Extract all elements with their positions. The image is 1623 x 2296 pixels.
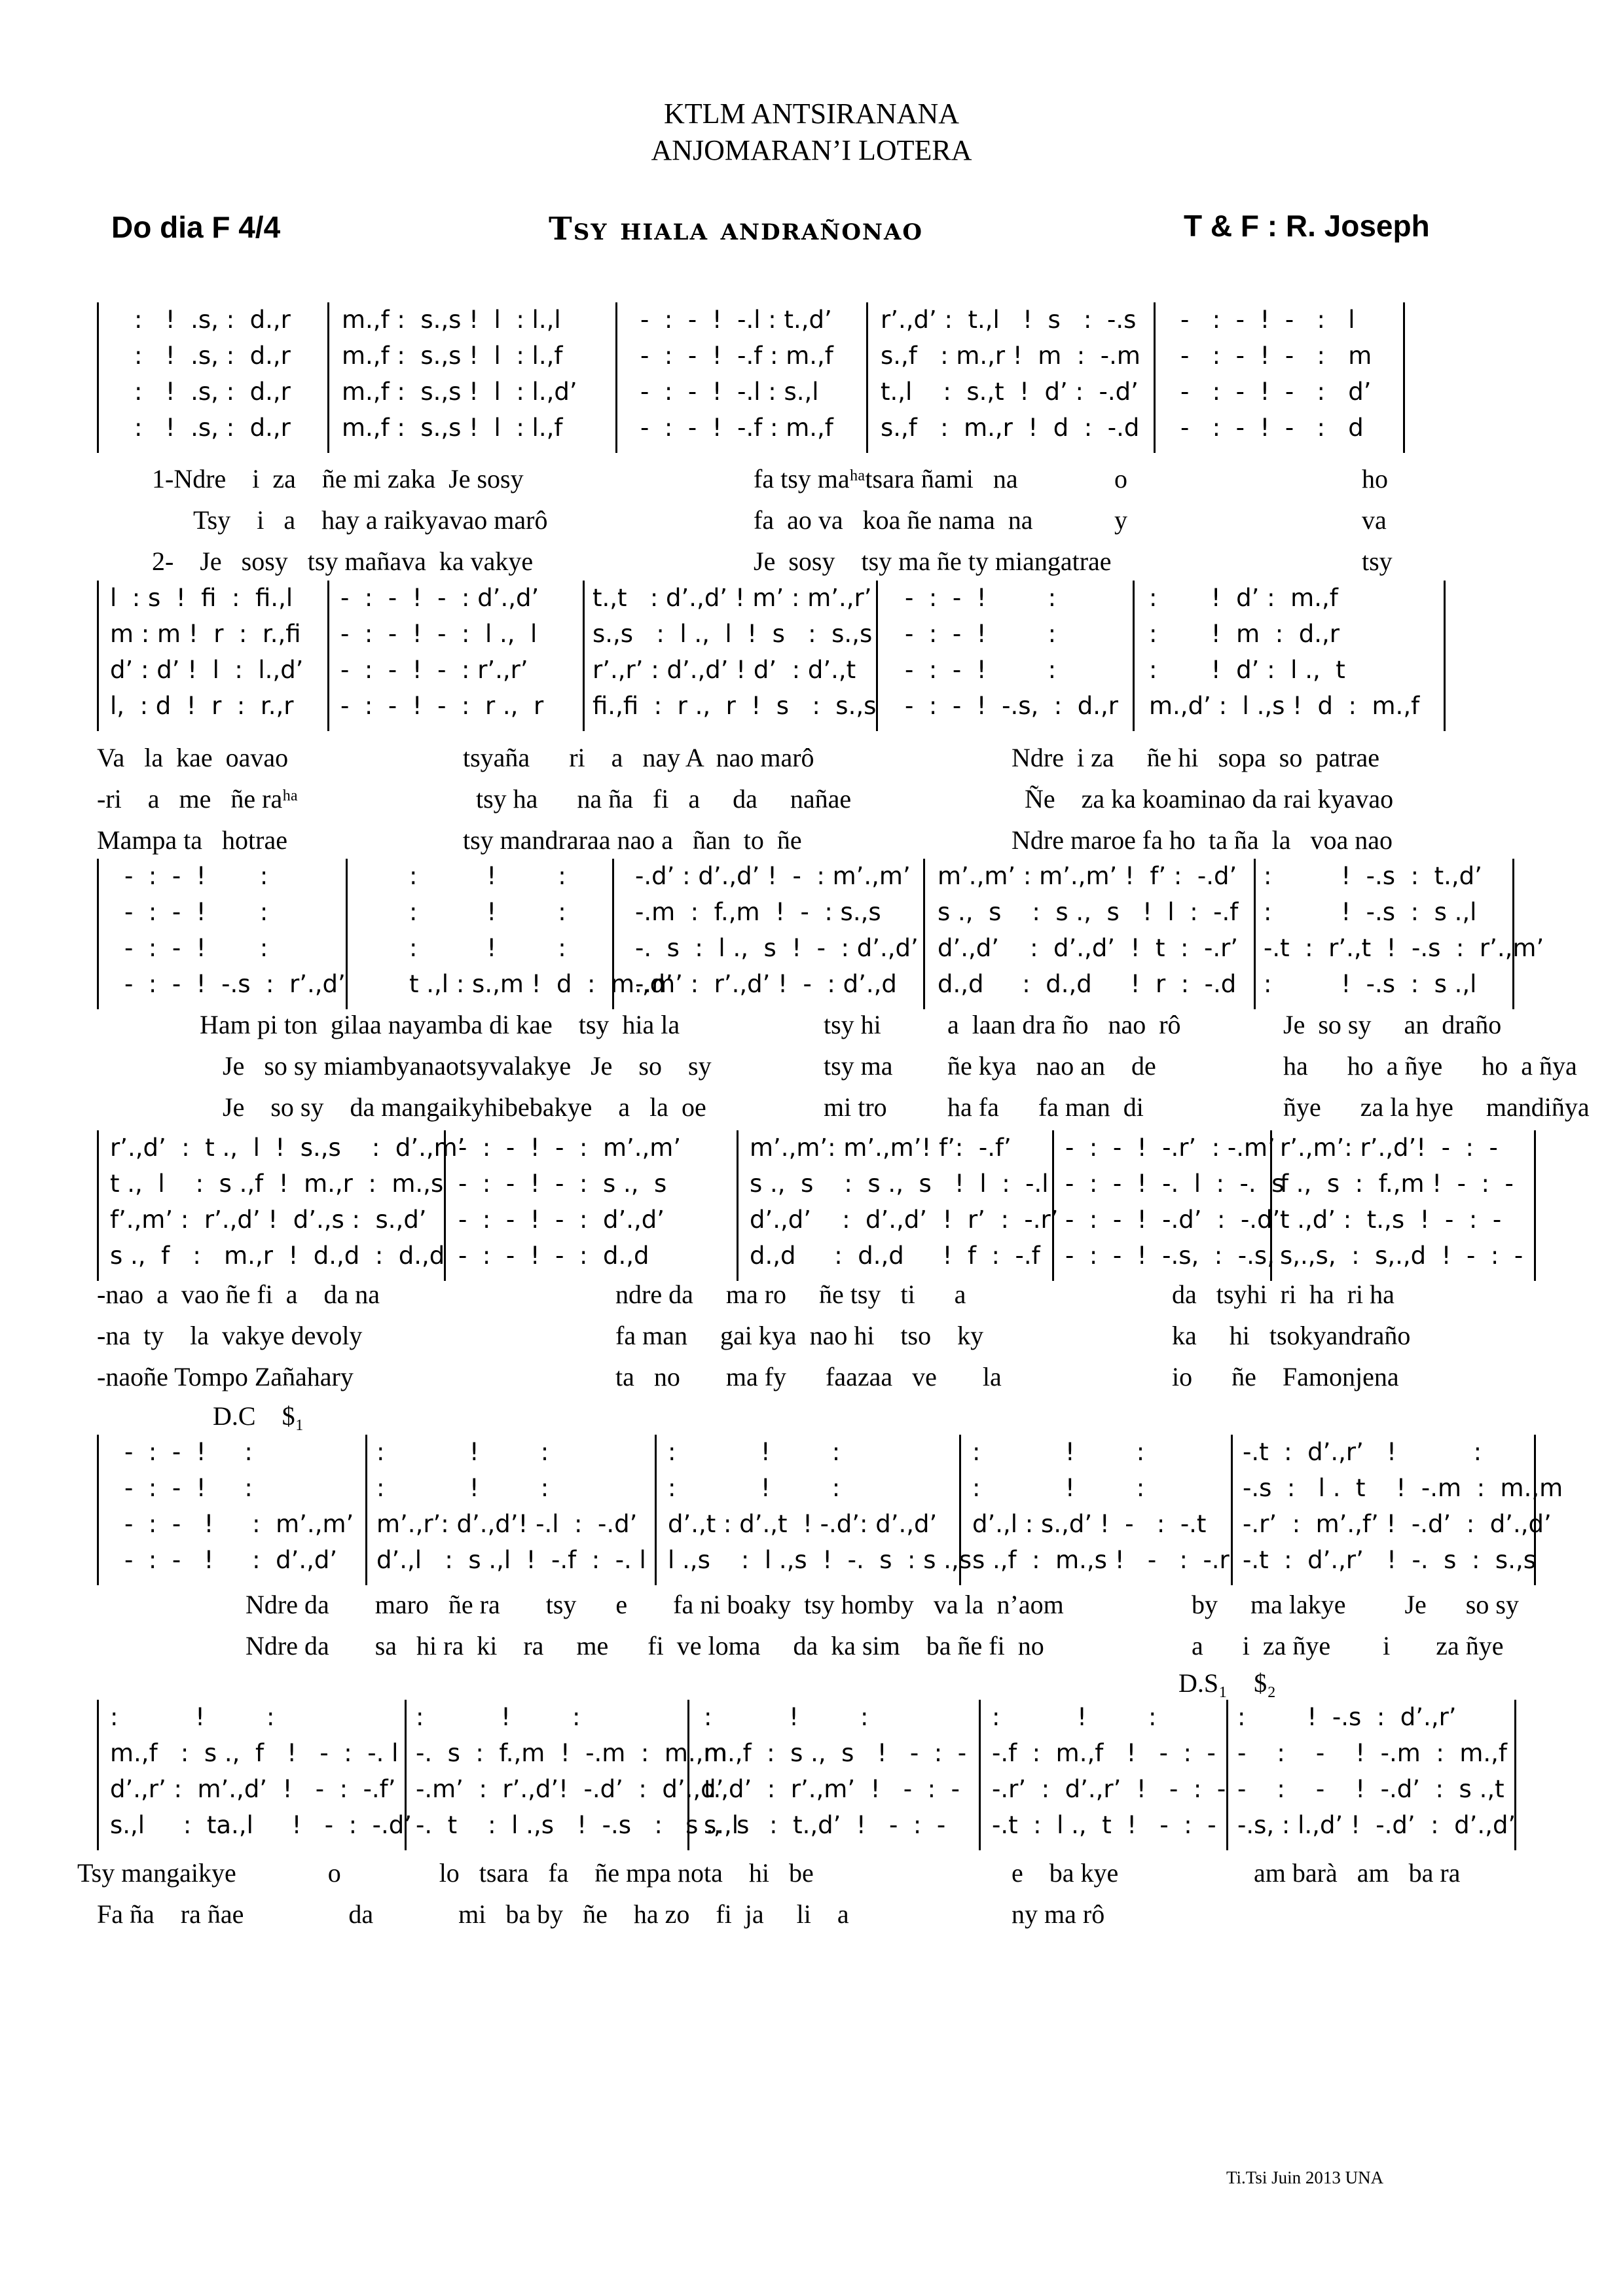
voice-4-measure-5: -.t : d’.,r’ ! -. s : s.,s [1243,1546,1537,1574]
lyric-line-1-segment-4: Je so sy an draño [1283,1010,1502,1039]
lyric-line-1-segment-3: Ndre i za ñe hi sopa so patrae [1012,743,1380,772]
bar-line [923,859,925,1009]
bar-line [365,1435,367,1585]
lyric-line-2-segment-2: ny ma rô [1012,1899,1105,1929]
bar-line [327,302,329,453]
lyric-line-1-segment-3: a laan dra ño nao rô [947,1010,1181,1039]
voice-2-measure-5: : ! m : d.,r [1149,620,1340,648]
voice-1-measure-5: : ! d’ : m.,f [1149,584,1338,612]
voice-4-measure-1: s ., f : m.,r ! d.,d : d.,d [110,1242,445,1270]
voice-1-measure-3: : ! : [704,1703,869,1731]
voice-4-measure-4: s.,f : m.,r ! d : -.d [881,414,1140,442]
voice-4-measure-4: - : - ! -.s, : -.s, [1065,1242,1275,1270]
voice-4-measure-2: - : - ! - : r ., r [340,692,544,720]
bar-line [97,581,99,731]
bar-line [979,1700,981,1850]
voice-1-measure-5: r’.,m’: r’.,d’! - : - [1280,1134,1498,1162]
voice-4-measure-5: -.s, : l.,d’ ! -.d’ : d’.,d’ [1237,1811,1516,1839]
lyric-line-2-segment-2: a i za ñye i za ñye [1192,1631,1504,1660]
bar-line [327,581,329,731]
voice-1-measure-3: : ! : [668,1438,841,1466]
lyric-line-1-segment-3: am barà am ba ra [1254,1858,1461,1888]
lyric-line-2-segment-1: Ndre da sa hi ra ki ra me fi ve loma da ka sim ba ñe fi no [246,1631,1044,1660]
voice-4-measure-1: s.,l : ta.,l ! - : -.d’ [110,1811,412,1839]
voice-2-measure-3: s ., s : s ., s ! l : -.l [750,1170,1049,1198]
voice-3-measure-4: d’.,l : s.,d’ ! - : -.t [972,1510,1207,1538]
lyric-line-3-segment-2: mi tro [824,1092,887,1122]
lyric-line-2-segment-3: ka hi tsokyandraño [1172,1321,1411,1350]
lyric-line-1-segment-1: Tsy mangaikye o lo tsara fa ñe mpa nota hi be [77,1858,814,1888]
voice-1-measure-1: : ! : [110,1703,275,1731]
bar-line [1403,302,1405,453]
navigation-mark: D.S₁ $₂ [1178,1668,1277,1698]
voice-3-measure-1: : ! .s, : d.,r [134,378,291,406]
voice-4-measure-3: s.,l : t.,d’ ! - : - [704,1811,946,1839]
voice-1-measure-5: -.t : d’.,r’ ! : [1243,1438,1482,1466]
voice-1-measure-4: m’.,m’ : m’.,m’ ! f’ : -.d’ [938,862,1237,890]
voice-2-measure-2: - : - ! - : s ., s [458,1170,667,1198]
voice-1-measure-2: : ! : [409,862,566,890]
bar-line [97,302,99,453]
bar-line [876,581,878,731]
voice-1-measure-5: - : - ! - : l [1180,306,1355,334]
voice-4-measure-1: - : - ! -.s : r’.,d’ [124,970,346,998]
footer-note: Ti.Tsi Juin 2013 UNA [1226,2168,1384,2187]
bar-line [1154,302,1156,453]
voice-1-measure-2: m.,f : s.,s ! l : l.,l [342,306,561,334]
voice-4-measure-5: : ! -.s : s .,l [1264,970,1477,998]
voice-2-measure-5: - : - ! -.m : m.,f [1237,1739,1507,1767]
voice-1-measure-2: : ! : [376,1438,549,1466]
bar-line [97,1435,99,1585]
lyric-line-3-segment-3: ha fa fa man di [947,1092,1144,1122]
voice-1-measure-1: l : s ! fi : fi.,l [110,584,293,612]
lyric-line-1-segment-2: tsyaña ri a nay A nao marô [463,743,814,772]
voice-2-measure-1: - : - ! : [124,1474,253,1502]
voice-2-measure-4: s ., s : s ., s ! l : -.f [938,898,1239,926]
voice-3-measure-4: -.r’ : d’.,r’ ! - : - [992,1775,1226,1803]
lyric-line-1-segment-1: Va la kae oavao [97,743,289,772]
bar-line [866,302,868,453]
voice-3-measure-5: - : - ! - : d’ [1180,378,1372,406]
voice-3-measure-3: d’.,d’ : d’.,d’ ! r’ : -.r’ [750,1206,1059,1234]
voice-2-measure-4: - : - ! : [905,620,1057,648]
header-line-1: KTLM ANTSIRANANA [664,98,959,130]
lyric-line-1-segment-1: -nao a vao ñe fi a da na [97,1280,380,1309]
voice-1-measure-2: - : - ! - : m’.,m’ [458,1134,682,1162]
voice-3-measure-1: - : - ! : m’.,m’ [124,1510,354,1538]
voice-3-measure-2: m’.,r’: d’.,d’! -.l : -.d’ [376,1510,638,1538]
voice-3-measure-5: -.t : r’.,t ! -.s : r’.,m’ [1264,934,1544,962]
voice-1-measure-4: : ! : [992,1703,1157,1731]
voice-4-measure-5: - : - ! - : d [1180,414,1364,442]
voice-3-measure-2: -.m’ : r’.,d’! -.d’ : d’.,d’ [416,1775,724,1803]
lyric-line-1-segment-1: Ham pi ton gilaa nayamba di kae tsy hia la [200,1010,680,1039]
voice-4-measure-4: -.t : l ., t ! - : - [992,1811,1216,1839]
voice-2-measure-1: : ! .s, : d.,r [134,342,291,370]
lyric-line-3-segment-1: Je so sy da mangaikyhibebakye a la oe [223,1092,706,1122]
bar-line [737,1130,739,1281]
voice-2-measure-1: m.,f : s ., f ! - : -. l [110,1739,399,1767]
voice-3-measure-1: d’ : d’ ! l : l.,d’ [110,656,304,684]
song-title: Tsy hiala andrañonao [549,211,924,247]
voice-2-measure-2: : ! : [409,898,566,926]
voice-2-measure-4: : ! : [972,1474,1145,1502]
lyric-line-2-segment-3: ñe kya nao an de [947,1051,1156,1081]
voice-4-measure-2: -. t : l .,s ! -.s : s ., s [416,1811,750,1839]
voice-1-measure-1: r’.,d’ : t ., l ! s.,s : d’.,m’ [110,1134,465,1162]
voice-1-measure-1: : ! .s, : d.,r [134,306,291,334]
lyric-line-2-segment-2: fa man gai kya nao hi tso ky [615,1321,984,1350]
voice-2-measure-2: : ! : [376,1474,549,1502]
lyric-line-2-segment-2: tsy ha na ña fi a da nañae [476,784,852,814]
bar-line [655,1435,657,1585]
voice-3-measure-4: t.,l : s.,t ! d’ : -.d’ [881,378,1139,406]
voice-2-measure-4: - : - ! -. l : -. s [1065,1170,1285,1198]
voice-4-measure-4: - : - ! -.s, : d.,r [905,692,1118,720]
lyric-line-2-segment-1: Tsy i a hay a raikyavao marô [193,505,548,535]
bar-line [1133,581,1135,731]
voice-1-measure-3: t.,t : d’.,d’ ! m’ : m’.,r’ [593,584,872,612]
bar-line [583,581,585,731]
bar-line [1444,581,1446,731]
voice-1-measure-5: : ! -.s : d’.,r’ [1237,1703,1457,1731]
voice-1-measure-4: : ! : [972,1438,1145,1466]
voice-3-measure-4: - : - ! : [905,656,1057,684]
lyric-line-1-segment-2: e ba kye [1012,1858,1119,1888]
lyric-line-3-segment-1: Mampa ta hotrae [97,825,287,855]
lyric-line-3-segment-2: tsy mandraraa nao a ñan to ñe [463,825,802,855]
voice-3-measure-5: t .,d’ : t.,s ! - : - [1280,1206,1502,1234]
lyric-line-2-segment-1: Fa ña ra ñae da mi ba by ñe ha zo fi ja li a [97,1899,849,1929]
voice-3-measure-2: : ! : [409,934,566,962]
navigation-mark: D.C $₁ [213,1401,304,1431]
voice-4-measure-4: d.,d : d.,d ! r : -.d [938,970,1237,998]
bar-line [1534,1130,1536,1281]
lyric-line-1-segment-3: da tsyhi ri ha ri ha [1172,1280,1395,1309]
voice-4-measure-3: fi.,fi : r ., r ! s : s.,s [593,692,877,720]
voice-4-measure-2: m.,f : s.,s ! l : l.,f [342,414,563,442]
lyric-line-2-segment-2: fa ao va koa ñe nama na [754,505,1033,535]
lyric-line-2-segment-1: -na ty la vakye devoly [97,1321,363,1350]
lyric-line-3-segment-2: Je sosy tsy ma ñe ty miangatrae [754,547,1112,576]
voice-4-measure-3: l .,s : l .,s ! -. s : s .,s [668,1546,972,1574]
bar-line [97,1700,99,1850]
lyric-line-3-segment-3: Ndre maroe fa ho ta ña la voa nao [1012,825,1393,855]
lyric-line-2-segment-3: y [1114,505,1127,535]
lyric-line-1-segment-2: fa tsy maʰᵃtsara ñami na [754,464,1018,493]
bar-line [1226,1700,1228,1850]
voice-2-measure-4: s.,f : m.,r ! m : -.m [881,342,1140,370]
voice-3-measure-5: : ! d’ : l ., t [1149,656,1345,684]
voice-4-measure-3: - : - ! -.f : m.,f [640,414,833,442]
voice-2-measure-2: m.,f : s.,s ! l : l.,f [342,342,563,370]
voice-4-measure-1: - : - ! : d’.,d’ [124,1546,338,1574]
lyric-line-3-segment-1: 2- Je sosy tsy mañava ka vakye [152,547,534,576]
voice-4-measure-2: - : - ! - : d.,d [458,1242,649,1270]
lyric-line-1-segment-1: 1-Ndre i za ñe mi zaka Je sosy [152,464,524,493]
voice-4-measure-1: l, : d ! r : r.,r [110,692,294,720]
voice-2-measure-3: -.m : f.,m ! - : s.,s [635,898,881,926]
bar-line [1254,859,1256,1009]
lyric-line-2-segment-1: Je so sy miambyanaotsyvalakye Je so sy [223,1051,712,1081]
voice-1-measure-1: - : - ! : [124,862,268,890]
voice-3-measure-5: -.r’ : m’.,f’ ! -.d’ : d’.,d’ [1243,1510,1552,1538]
voice-3-measure-1: f’.,m’ : r’.,d’ ! d’.,s : s.,d’ [110,1206,427,1234]
voice-3-measure-5: - : - ! -.d’ : s .,t [1237,1775,1504,1803]
lyric-line-3-segment-1: -naoñe Tompo Zañahary [97,1362,354,1391]
author-credit: T & F : R. Joseph [1184,209,1430,243]
voice-2-measure-1: t ., l : s .,f ! m.,r : m.,s [110,1170,444,1198]
lyric-line-2-segment-1: -ri a me ñe raʰᵃ [97,784,298,814]
lyric-line-3-segment-4: ñye za la hye mandiñya [1283,1092,1590,1122]
voice-1-measure-3: -.d’ : d’.,d’ ! - : m’.,m’ [635,862,911,890]
voice-3-measure-3: t.,d’ : r’.,m’ ! - : - [704,1775,960,1803]
voice-1-measure-4: - : - ! -.r’ : -.m’ [1065,1134,1275,1162]
voice-1-measure-4: - : - ! : [905,584,1057,612]
voice-3-measure-2: m.,f : s.,s ! l : l.,d’ [342,378,577,406]
voice-2-measure-3: : ! : [668,1474,841,1502]
voice-3-measure-4: d’.,d’ : d’.,d’ ! t : -.r’ [938,934,1239,962]
voice-1-measure-3: - : - ! -.l : t.,d’ [640,306,832,334]
voice-1-measure-4: r’.,d’ : t.,l ! s : -.s [881,306,1137,334]
voice-4-measure-5: s,.,s, : s,.,d ! - : - [1280,1242,1523,1270]
bar-line [97,859,99,1009]
voice-4-measure-2: d’.,l : s .,l ! -.f : -. l [376,1546,646,1574]
bar-line [97,1130,99,1281]
voice-3-measure-2: - : - ! - : d’.,d’ [458,1206,665,1234]
voice-4-measure-1: : ! .s, : d.,r [134,414,291,442]
voice-2-measure-1: - : - ! : [124,898,268,926]
voice-1-measure-2: - : - ! - : d’.,d’ [340,584,539,612]
voice-2-measure-2: - : - ! - : l ., l [340,620,538,648]
lyric-line-3-segment-3: tsy [1362,547,1393,576]
voice-2-measure-4: -.f : m.,f ! - : - [992,1739,1216,1767]
bar-line [615,302,617,453]
lyric-line-3-segment-3: io ñe Famonjena [1172,1362,1399,1391]
voice-2-measure-5: f ., s : f.,m ! - : - [1280,1170,1514,1198]
voice-4-measure-4: s .,f : m.,s ! - : -.r [972,1546,1230,1574]
lyric-line-1-segment-2: by ma lakye Je so sy [1192,1590,1519,1619]
voice-3-measure-1: d’.,r’ : m’.,d’ ! - : -.f’ [110,1775,396,1803]
lyric-line-3-segment-2: ta no ma fy faazaa ve la [615,1362,1002,1391]
lyric-line-1-segment-4: ho [1362,464,1388,493]
lyric-line-2-segment-4: va [1362,505,1387,535]
voice-2-measure-2: -. s : f.,m ! -.m : m.,m [416,1739,727,1767]
voice-2-measure-3: - : - ! -.f : m.,f [640,342,833,370]
voice-3-measure-2: - : - ! - : r’.,r’ [340,656,528,684]
voice-3-measure-1: - : - ! : [124,934,268,962]
voice-1-measure-3: m’.,m’: m’.,m’! f’: -.f’ [750,1134,1012,1162]
bar-line [346,859,348,1009]
voice-4-measure-2: t .,l : s.,m ! d : m.,d’ [409,970,673,998]
voice-3-measure-3: - : - ! -.l : s.,l [640,378,819,406]
voice-3-measure-3: r’.,r’ : d’.,d’ ! d’ : d’.,t [593,656,856,684]
voice-1-measure-1: - : - ! : [124,1438,253,1466]
lyric-line-2-segment-2: tsy ma [824,1051,893,1081]
voice-4-measure-3: -.m’ : r’.,d’ ! - : d’.,d [635,970,897,998]
voice-2-measure-5: : ! -.s : s .,l [1264,898,1477,926]
lyric-line-1-segment-3: o [1114,464,1127,493]
lyric-line-1-segment-2: tsy hi [824,1010,881,1039]
voice-2-measure-5: -.s : l . t ! -.m : m.,m [1243,1474,1563,1502]
key-signature: Do dia F 4/4 [111,210,281,244]
header-line-2: ANJOMARAN’I LOTERA [651,134,972,166]
voice-2-measure-1: m : m ! r : r.,fi [110,620,301,648]
voice-1-measure-2: : ! : [416,1703,581,1731]
voice-2-measure-3: m.,f : s ., s ! - : - [704,1739,967,1767]
voice-4-measure-5: m.,d’ : l .,s ! d : m.,f [1149,692,1420,720]
voice-2-measure-5: - : - ! - : m [1180,342,1372,370]
voice-2-measure-3: s.,s : l ., l ! s : s.,s [593,620,873,648]
lyric-line-2-segment-3: Ñe za ka koaminao da rai kyavao [1025,784,1394,814]
voice-3-measure-3: -. s : l ., s ! - : d’.,d’ [635,934,919,962]
lyric-line-1-segment-2: ndre da ma ro ñe tsy ti a [615,1280,966,1309]
bar-line [1231,1435,1233,1585]
voice-1-measure-5: : ! -.s : t.,d’ [1264,862,1482,890]
lyric-line-1-segment-1: Ndre da maro ñe ra tsy e fa ni boaky tsy homby va la n’aom [246,1590,1064,1619]
lyric-line-2-segment-4: ha ho a ñye ho a ñya [1283,1051,1577,1081]
voice-3-measure-4: - : - ! -.d’ : -.d’ [1065,1206,1281,1234]
voice-3-measure-3: d’.,t : d’.,t ! -.d’: d’.,d’ [668,1510,938,1538]
voice-4-measure-3: d.,d : d.,d ! f : -.f [750,1242,1040,1270]
